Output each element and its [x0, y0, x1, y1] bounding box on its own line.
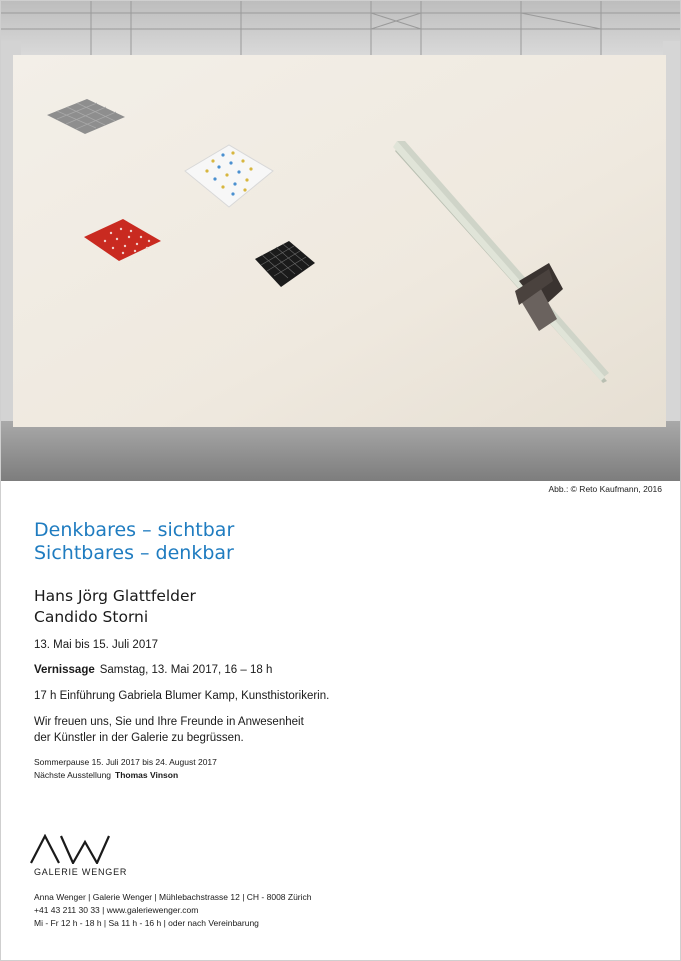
welcome-line-2: der Künstler in der Galerie zu begrüssen. — [34, 732, 244, 744]
title-line-2: Sichtbares – denkbar — [34, 542, 234, 564]
hall-ceiling — [1, 1, 681, 61]
title-line-1: Denkbares – sichtbar — [34, 519, 235, 541]
exhibition-photo — [1, 1, 681, 481]
address: Anna Wenger | Galerie Wenger | Mühlebachstrasse 12 | CH - 8008 Zürich — [34, 892, 312, 902]
welcome-line-1: Wir freuen uns, Sie und Ihre Freunde in Anwesenheit — [34, 716, 304, 728]
next-exhibition — [34, 769, 178, 781]
artist-name: Candido Storni — [34, 608, 149, 626]
vernissage-text: Samstag, 13. Mai 2017, 16 – 18 h — [99, 664, 273, 676]
phone-website: +41 43 211 30 33 | www.galeriewenger.com — [34, 905, 199, 915]
artists — [34, 586, 196, 628]
exhibition-title — [34, 519, 234, 565]
galerie-wenger-logo — [29, 834, 125, 864]
next-exhibition-label: Nächste Ausstellung — [34, 770, 112, 780]
floor — [1, 421, 681, 481]
vernissage-info — [34, 663, 272, 678]
artist-name: Hans Jörg Glattfelder — [34, 587, 196, 605]
summer-break: Sommerpause 15. Juli 2017 bis 24. August 2017 — [34, 757, 217, 767]
introduction-info: 17 h Einführung Gabriela Blumer Kamp, Kunsthistorikerin. — [34, 690, 330, 702]
vernissage-label: Vernissage — [34, 664, 95, 676]
photo-credit: Abb.: © Reto Kaufmann, 2016 — [548, 484, 662, 494]
contact-info — [34, 891, 312, 930]
exhibition-dates: 13. Mai bis 15. Juli 2017 — [34, 639, 159, 651]
welcome-text — [34, 714, 304, 746]
opening-hours: Mi - Fr 12 h - 18 h | Sa 11 h - 16 h | oder nach Vereinbarung — [34, 918, 259, 928]
logo-name: GALERIE WENGER — [34, 867, 128, 877]
next-exhibition-artist: Thomas Vinson — [115, 770, 179, 780]
